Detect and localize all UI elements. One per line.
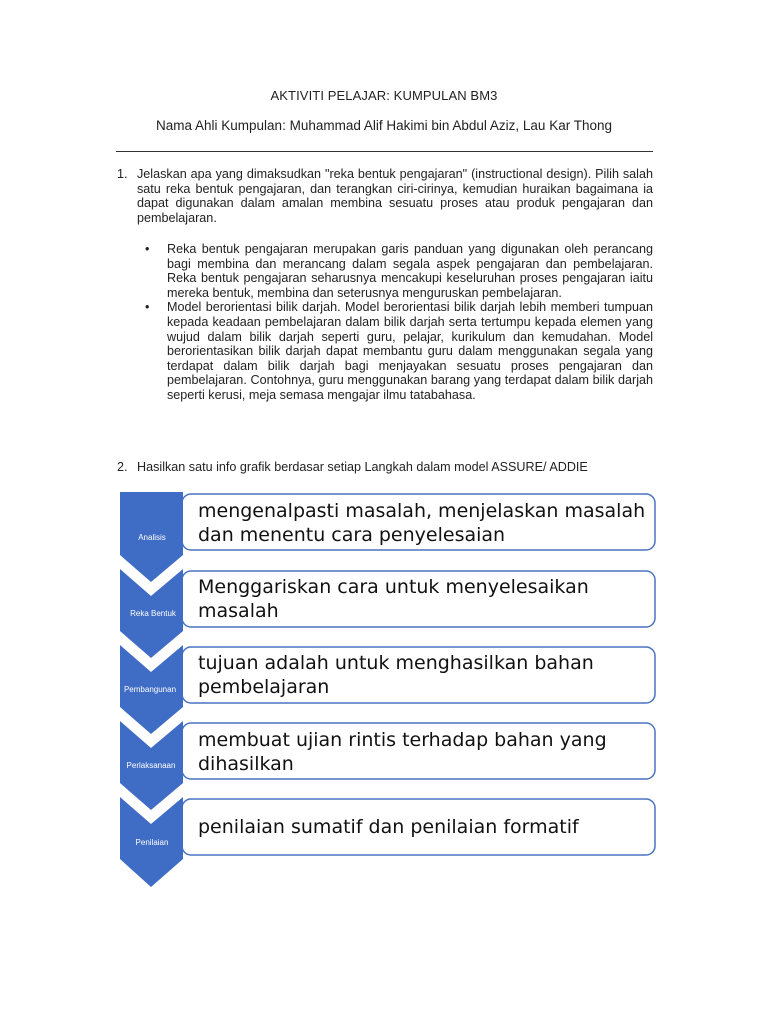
step-description-line: tujuan adalah untuk menghasilkan bahan (198, 652, 594, 674)
step-label: Analisis (138, 533, 166, 542)
step-description-line: dan menentu cara penyelesaian (198, 524, 506, 546)
question-text: Jelaskan apa yang dimaksudkan "reka bentuk pengajaran" (instructional design). Pilih salah satu reka bentuk pengajaran, dan terangkan ciri-cirinya, kemudian huraikan bagaimana ia dapat digunakan dalam amalan membina sesuatu proses atau produk pengajaran dan pembelajaran. (137, 167, 653, 225)
step-description-line: membuat ujian rintis terhadap bahan yang (198, 729, 607, 751)
step-description (198, 499, 645, 547)
step-description-line: masalah (198, 600, 279, 622)
step-description-line: dihasilkan (198, 753, 294, 775)
step-description (198, 651, 594, 699)
step-label: Penilaian (135, 838, 169, 847)
group-members: Nama Ahli Kumpulan: Muhammad Alif Hakimi bin Abdul Aziz, Lau Kar Thong (156, 118, 612, 133)
step-label: Pembangunan (123, 685, 177, 694)
step-label: Perlaksanaan (126, 761, 176, 770)
answer-text: Model berorientasi bilik darjah. Model berorientasi bilik darjah lebih memberi tumpuan kepada keadaan pembelajaran dalam bilik darjah serta tertumpu kepada elemen yang wujud dalam bilik darjah seperti guru, pelajar, kurikulum dan kemudahan. Model berorientasikan bilik darjah dapat membantu guru dalam menggunakan segala yang terdapat dalam bilik darjah bagi menjayakan sesuatu proses pengajaran dan pembelajaran. Contohnya, guru menggunakan barang yang terdapat dalam bilik darjah seperti kerusi, meja semasa mengajar ilmu tatabahasa. (167, 300, 653, 402)
step-description-line: penilaian sumatif dan penilaian formatif (198, 816, 579, 838)
step-description-line: pembelajaran (198, 676, 330, 698)
page-title: AKTIVITI PELAJAR: KUMPULAN BM3 (270, 88, 498, 103)
step-description (198, 728, 607, 776)
step-description (198, 575, 589, 623)
bullet-icon: • (145, 300, 150, 315)
bullet-icon: • (145, 242, 150, 256)
answer-text: Reka bentuk pengajaran merupakan garis panduan yang digunakan oleh perancang bagi membina dan merancang dalam segala aspek pengajaran dan pembelajaran. Reka bentuk pengajaran seharusnya mencakupi keseluruhan proses pengajaran iaitu mereka bentuk, membina dan seterusnya menguruskan pembelajaran. (167, 242, 653, 300)
step-description-line: Menggariskan cara untuk menyelesaikan (198, 576, 589, 598)
question-number: 2. (117, 460, 128, 474)
step-label: Reka Bentuk (130, 609, 176, 618)
question-text: Hasilkan satu info grafik berdasar setiap Langkah dalam model ASSURE/ ADDIE (137, 460, 588, 474)
step-description (198, 815, 579, 839)
question-number: 1. (117, 167, 128, 181)
step-description-line: mengenalpasti masalah, menjelaskan masalah (198, 500, 646, 522)
